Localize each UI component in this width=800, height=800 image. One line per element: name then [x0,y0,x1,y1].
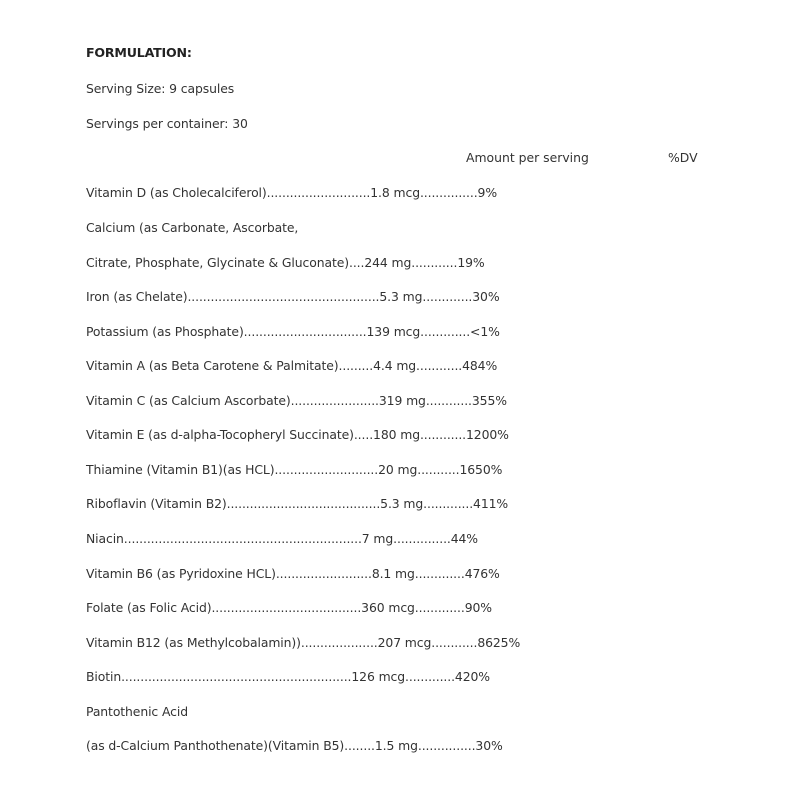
nutrient-line-vitamin-b12: Vitamin B12 (as Methylcobalamin))....................207 mcg............8625% [86,635,521,650]
nutrient-line-calcium-part1: Calcium (as Carbonate, Ascorbate, [86,220,299,235]
nutrient-line-vitamin-b6: Vitamin B6 (as Pyridoxine HCL).........................8.1 mg.............476% [86,566,500,581]
nutrient-line-vitamin-a: Vitamin A (as Beta Carotene & Palmitate).........4.4 mg............484% [86,358,498,373]
nutrient-line-thiamine: Thiamine (Vitamin B1)(as HCL)...........................20 mg...........1650% [86,462,503,477]
serving-size: Serving Size: 9 capsules [86,81,235,96]
nutrient-line-potassium: Potassium (as Phosphate)................................139 mcg.............<1% [86,324,500,339]
formulation-document [86,0,776,800]
amount-per-serving-header: Amount per serving [466,150,589,165]
nutrient-line-iron: Iron (as Chelate)..................................................5.3 mg.............30% [86,289,500,304]
nutrient-line-riboflavin: Riboflavin (Vitamin B2)........................................5.3 mg.............411% [86,496,509,511]
dv-header: %DV [668,150,698,165]
nutrient-line-pantothenic-part2: (as d-Calcium Panthothenate)(Vitamin B5)........1.5 mg...............30% [86,738,503,753]
nutrient-line-niacin: Niacin..............................................................7 mg...............44% [86,531,478,546]
nutrient-line-folate: Folate (as Folic Acid).......................................360 mcg.............90% [86,600,492,615]
nutrient-line-pantothenic-part1: Pantothenic Acid [86,704,188,719]
servings-per-container: Servings per container: 30 [86,116,248,131]
nutrient-line-biotin: Biotin............................................................126 mcg.............420% [86,669,490,684]
nutrient-line-calcium-part2: Citrate, Phosphate, Glycinate & Gluconate)....244 mg............19% [86,255,485,270]
nutrient-line-vitamin-c: Vitamin C (as Calcium Ascorbate).......................319 mg............355% [86,393,507,408]
nutrient-line-vitamin-d: Vitamin D (as Cholecalciferol)...........................1.8 mcg...............9% [86,185,497,200]
nutrient-line-vitamin-e: Vitamin E (as d-alpha-Tocopheryl Succinate).....180 mg............1200% [86,427,509,442]
formulation-heading: FORMULATION: [86,45,192,60]
